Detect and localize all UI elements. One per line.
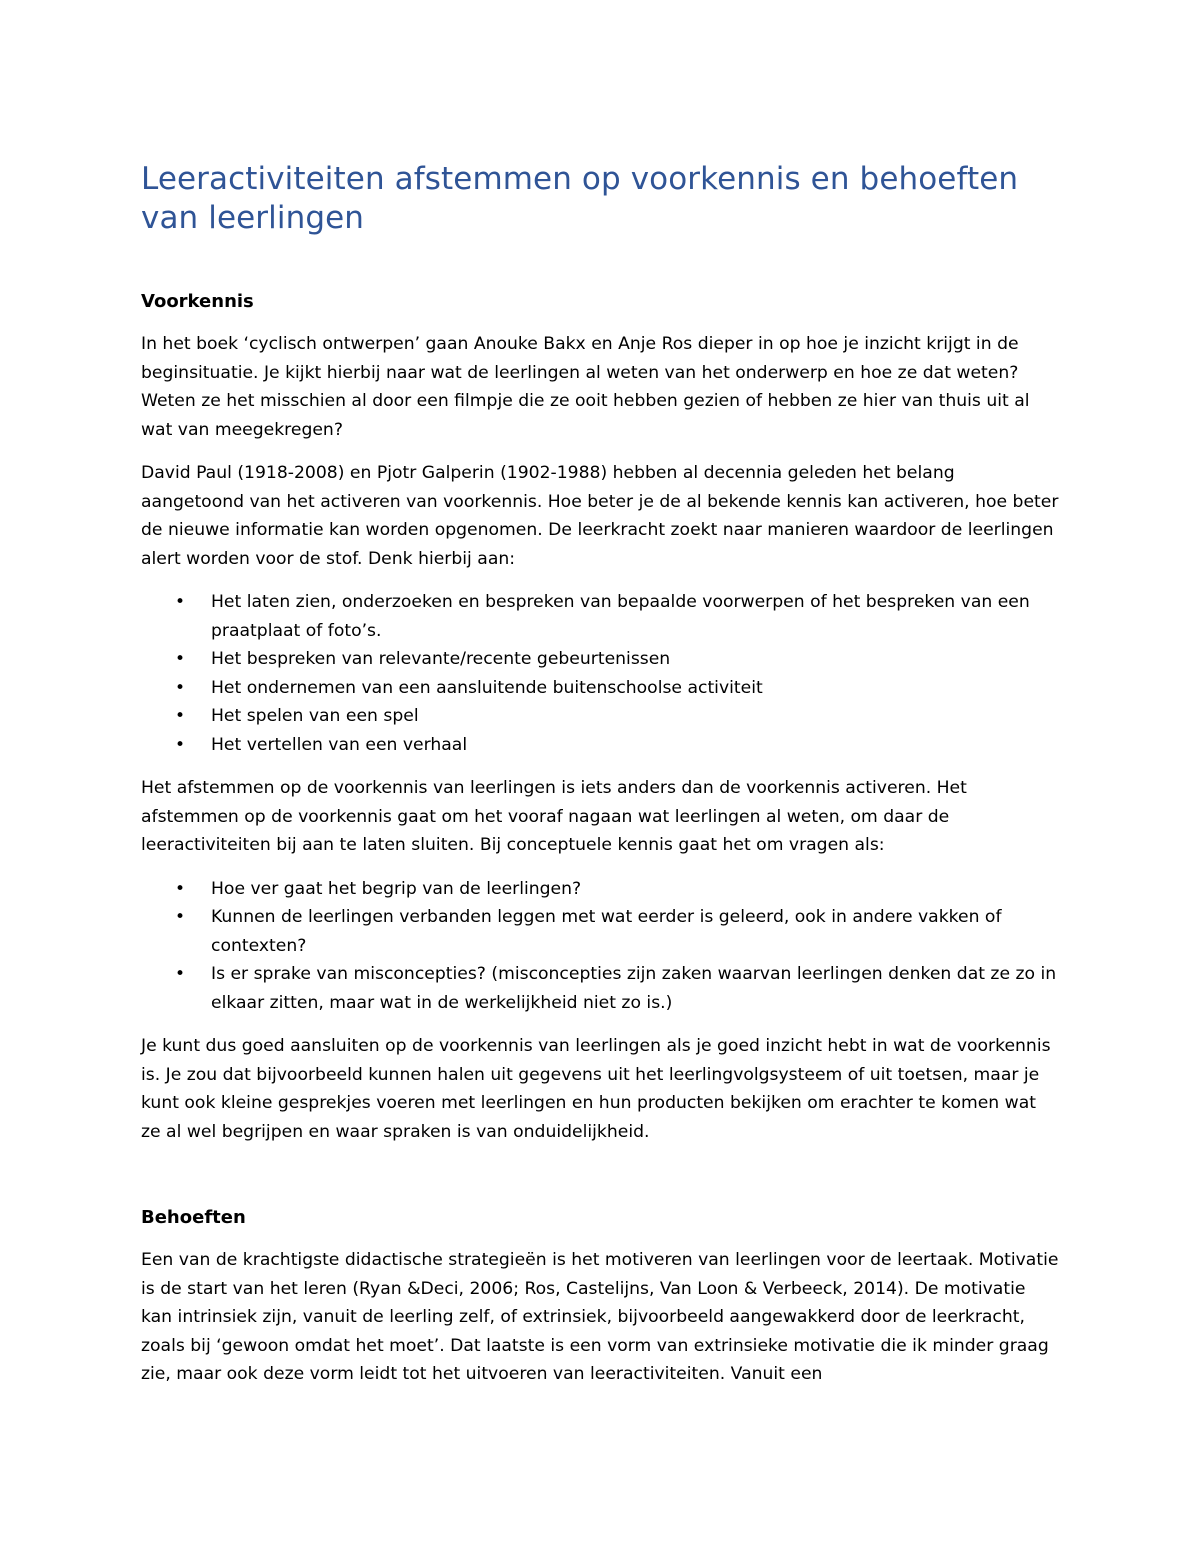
page-title: Leeractiviteiten afstemmen op voorkennis en behoeften van leerlingen bbox=[141, 161, 1019, 236]
bullet-icon: • bbox=[175, 964, 186, 984]
paragraph-voorkennis-4: Je kunt dus goed aansluiten op de voorkennis van leerlingen als je goed inzicht hebt in wat de voorkennis is. Je zou dat bijvoorbeeld kunnen halen uit gegevens uit het leerlingvolgsysteem of uit toetsen, maar je kunt ook kleine gesprekjes voeren met leerlingen en hun producten bekijken om erachter te komen wat ze al wel begrijpen en waar spraken is van onduidelijkheid. bbox=[141, 1036, 1051, 1142]
bullet-icon: • bbox=[175, 677, 186, 698]
heading-behoeften: Behoeften bbox=[141, 1207, 246, 1228]
bullet-icon: • bbox=[175, 734, 186, 755]
heading-voorkennis: Voorkennis bbox=[141, 291, 254, 312]
list-item: • Het vertellen van een verhaal bbox=[141, 731, 1061, 760]
bullet-list-activeren bbox=[141, 588, 1061, 759]
list-item: • Hoe ver gaat het begrip van de leerlingen? bbox=[141, 875, 1061, 904]
list-item: • Is er sprake van misconcepties? (misconcepties zijn zaken waarvan leerlingen denken dat ze zo in elkaar zitten, maar wat in de werkelijkheid niet zo is.) bbox=[141, 960, 1061, 1017]
list-item: • Het bespreken van relevante/recente gebeurtenissen bbox=[141, 645, 1061, 674]
list-item: • Het spelen van een spel bbox=[141, 702, 1061, 731]
bullet-list-vragen bbox=[141, 875, 1061, 1018]
paragraph-voorkennis-2: David Paul (1918-2008) en Pjotr Galperin (1902-1988) hebben al decennia geleden het belang aangetoond van het activeren van voorkennis. Hoe beter je de al bekende kennis kan activeren, hoe beter de nieuwe informatie kan worden opgenomen. De leerkracht zoekt naar manieren waardoor de leerlingen alert worden voor de stof. Denk hierbij aan: bbox=[141, 463, 1059, 569]
list-item: • Het laten zien, onderzoeken en bespreken van bepaalde voorwerpen of het bespreken van een praatplaat of foto’s. bbox=[141, 588, 1061, 645]
list-item: • Kunnen de leerlingen verbanden leggen met wat eerder is geleerd, ook in andere vakken of contexten? bbox=[141, 903, 1061, 960]
bullet-icon: • bbox=[175, 907, 186, 927]
paragraph-voorkennis-3: Het afstemmen op de voorkennis van leerlingen is iets anders dan de voorkennis activeren. Het afstemmen op de voorkennis gaat om het vooraf nagaan wat leerlingen al weten, om daar de leeractiviteiten bij aan te laten sluiten. Bij conceptuele kennis gaat het om vragen als: bbox=[141, 778, 967, 855]
bullet-icon: • bbox=[175, 649, 186, 669]
bullet-icon: • bbox=[175, 706, 186, 726]
paragraph-behoeften-1: Een van de krachtigste didactische strategieën is het motiveren van leerlingen voor de leertaak. Motivatie is de start van het leren (Ryan &Deci, 2006; Ros, Castelijns, Van Loon & Verbeeck, 2014). De motivatie kan intrinsiek zijn, vanuit de leerling zelf, of extrinsiek, bijvoorbeeld aangewakkerd door de leerkracht, zoals bij ‘gewoon omdat het moet’. Dat laatste is een vorm van extrinsieke motivatie die ik minder graag zie, maar ook deze vorm leidt tot het uitvoeren van leeractiviteiten. Vanuit een bbox=[141, 1250, 1059, 1384]
list-item: • Het ondernemen van een aansluitende buitenschoolse activiteit bbox=[141, 674, 1061, 703]
bullet-icon: • bbox=[175, 592, 186, 612]
bullet-icon: • bbox=[175, 878, 186, 899]
document-body bbox=[141, 160, 1061, 1389]
paragraph-voorkennis-1: In het boek ‘cyclisch ontwerpen’ gaan Anouke Bakx en Anje Ros dieper in op hoe je inzicht krijgt in de beginsituatie. Je kijkt hierbij naar wat de leerlingen al weten van het onderwerp en hoe ze dat weten? Weten ze het misschien al door een filmpje die ze ooit hebben gezien of hebben ze hier van thuis uit al wat van meegekregen? bbox=[141, 334, 1030, 440]
